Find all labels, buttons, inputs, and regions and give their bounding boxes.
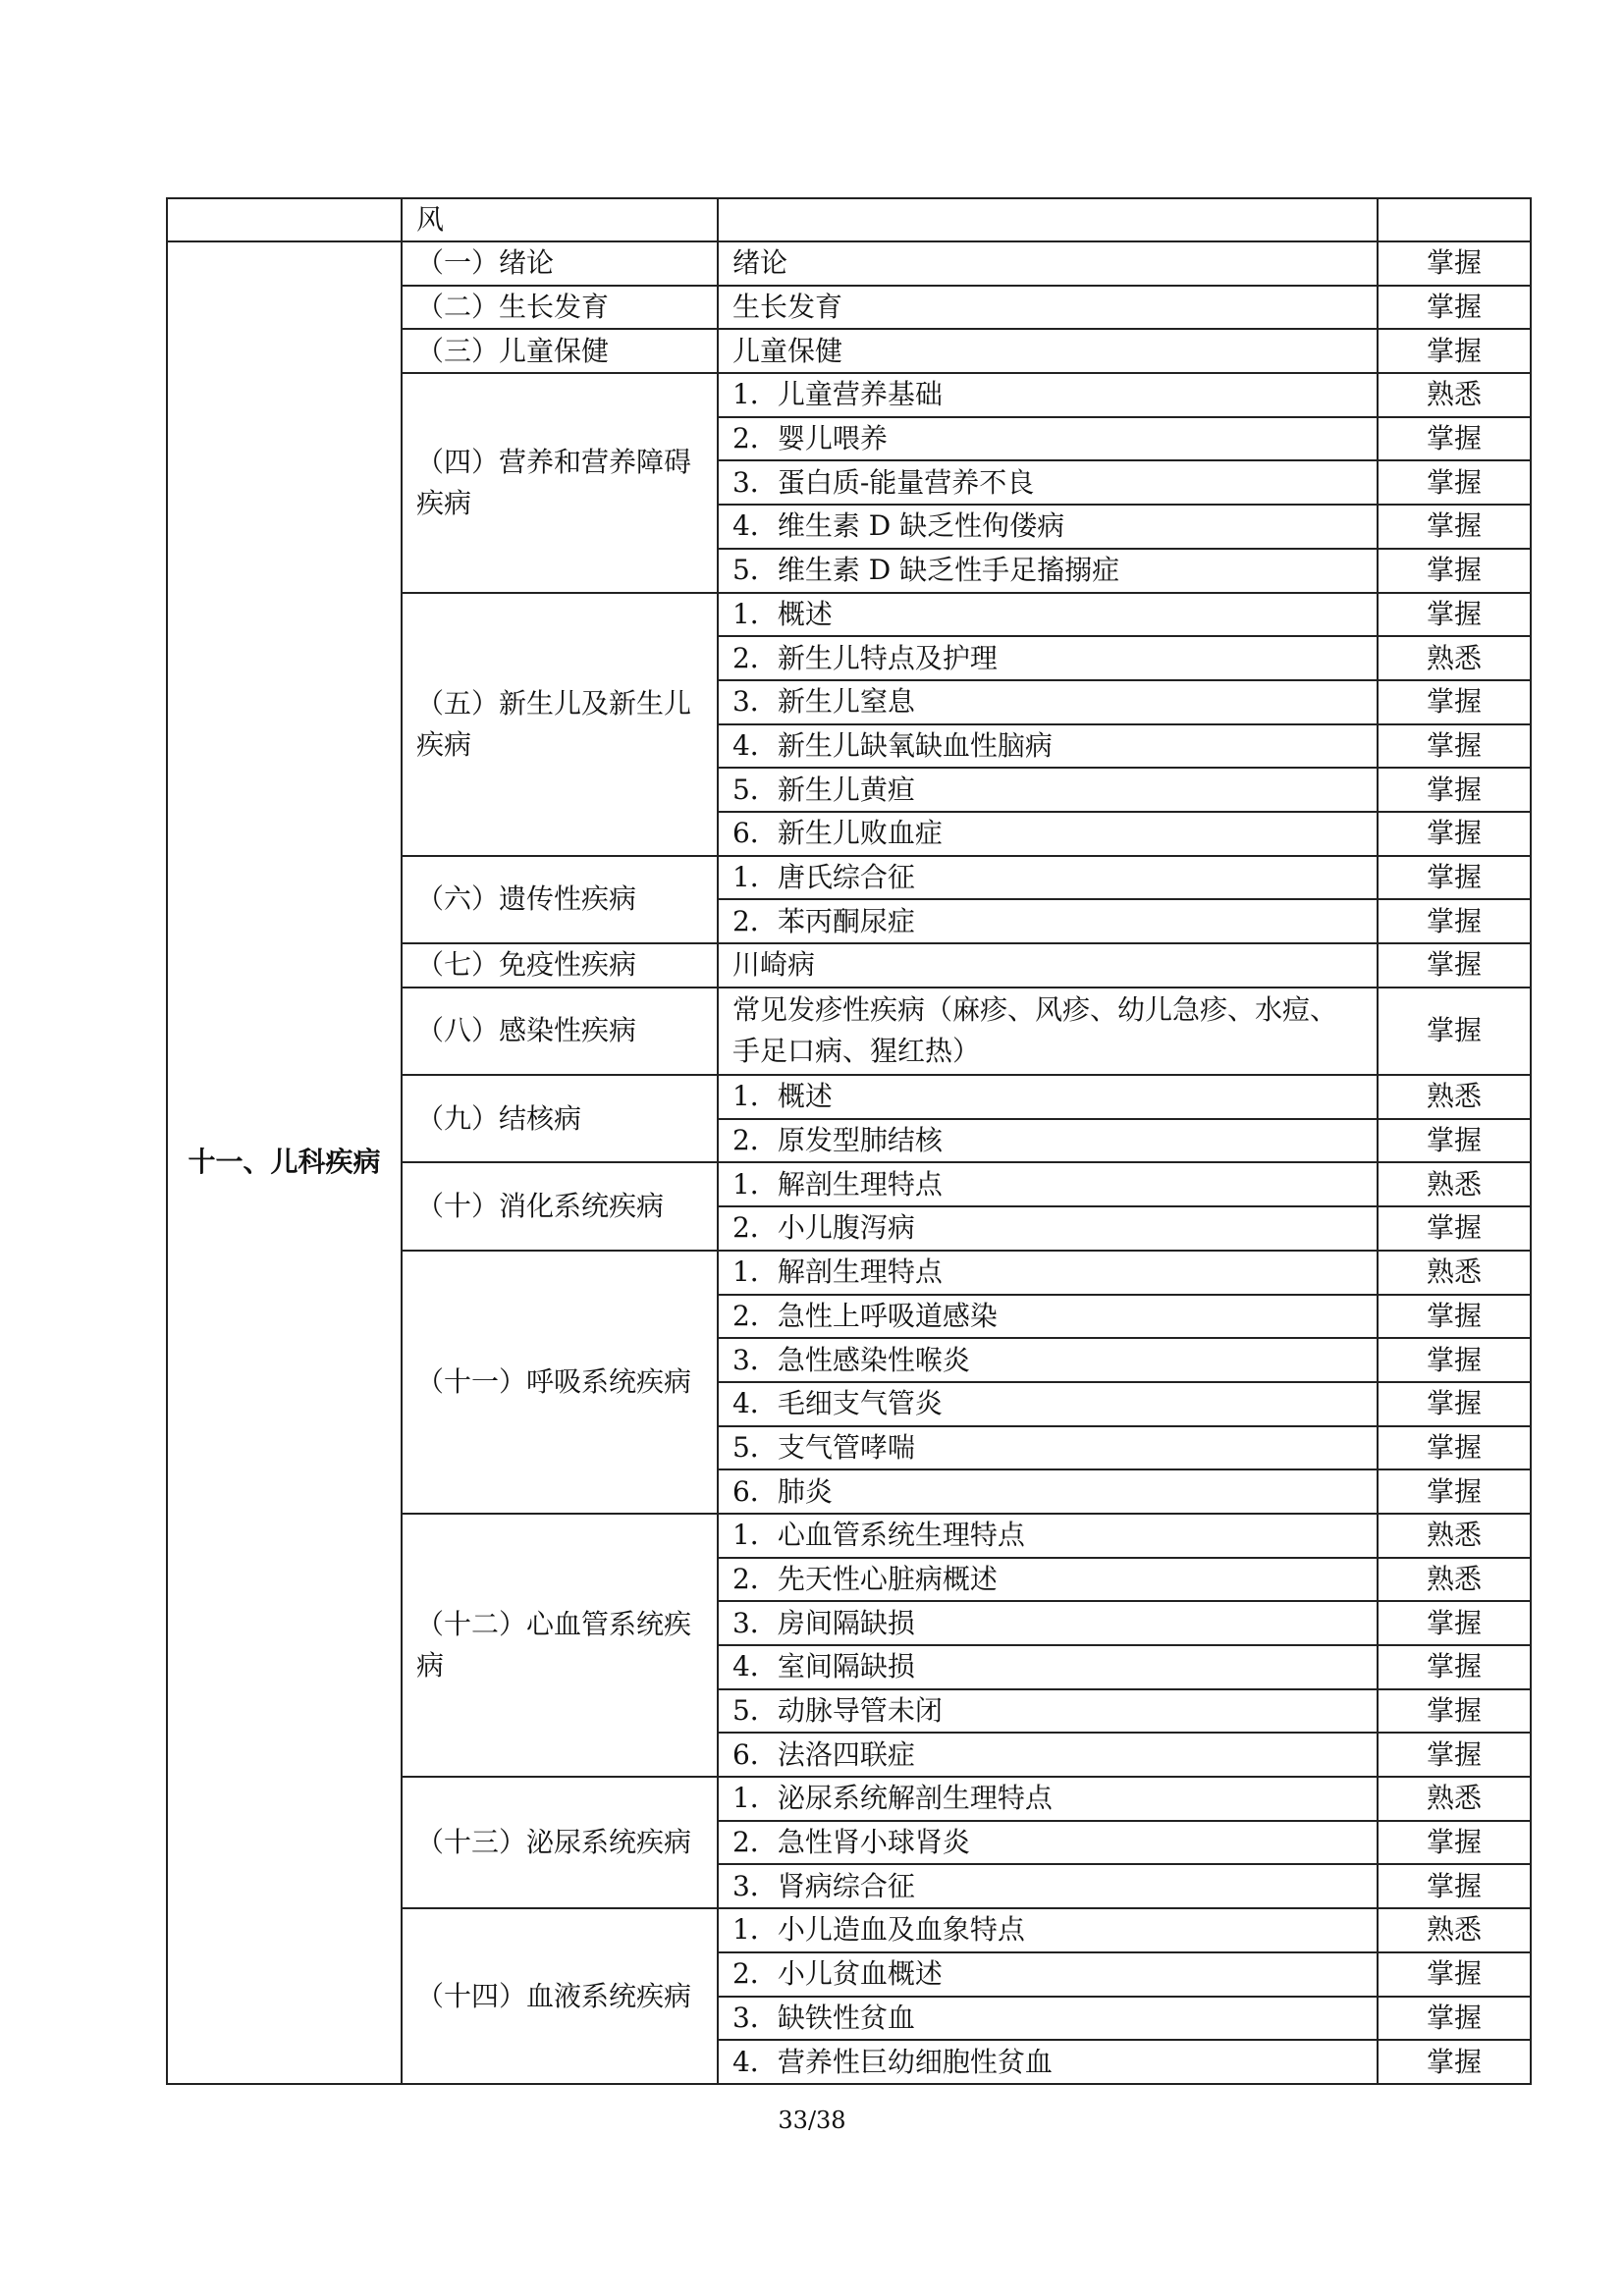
section-title: （三）儿童保健 xyxy=(402,329,718,373)
page-number: 33/38 xyxy=(778,2107,846,2134)
item-text: 2．先天性心脏病概述 xyxy=(718,1558,1378,1602)
mastery-level: 熟悉 xyxy=(1378,1908,1531,1952)
item-text: 2．婴儿喂养 xyxy=(718,417,1378,461)
item-text: 5．动脉导管未闭 xyxy=(718,1689,1378,1734)
section-title: （十三）泌尿系统疾病 xyxy=(402,1777,718,1908)
item-text: 3．新生儿窒息 xyxy=(718,680,1378,724)
item-text: 4．毛细支气管炎 xyxy=(718,1382,1378,1426)
mastery-level: 掌握 xyxy=(1378,505,1531,549)
table-row xyxy=(167,241,1531,286)
item-cell xyxy=(718,198,1378,241)
mastery-level: 掌握 xyxy=(1378,593,1531,637)
mastery-level: 熟悉 xyxy=(1378,1777,1531,1821)
item-text: 1．儿童营养基础 xyxy=(718,373,1378,417)
mastery-level: 掌握 xyxy=(1378,1469,1531,1514)
section-cell: 风 xyxy=(402,198,718,241)
item-text: 5．维生素 D 缺乏性手足搐搦症 xyxy=(718,549,1378,593)
item-text: 3．蛋白质-能量营养不良 xyxy=(718,460,1378,505)
item-text: 4．维生素 D 缺乏性佝偻病 xyxy=(718,505,1378,549)
item-text: 1．心血管系统生理特点 xyxy=(718,1514,1378,1558)
mastery-level: 掌握 xyxy=(1378,460,1531,505)
item-text: 3．急性感染性喉炎 xyxy=(718,1338,1378,1382)
item-text: 1．解剖生理特点 xyxy=(718,1162,1378,1206)
mastery-level: 掌握 xyxy=(1378,1821,1531,1865)
mastery-level: 掌握 xyxy=(1378,1997,1531,2041)
syllabus-table xyxy=(166,197,1532,2085)
mastery-level: 熟悉 xyxy=(1378,1075,1531,1119)
item-text: 3．房间隔缺损 xyxy=(718,1601,1378,1645)
item-text: 5．新生儿黄疸 xyxy=(718,768,1378,812)
mastery-level: 掌握 xyxy=(1378,329,1531,373)
item-text: 1．概述 xyxy=(718,593,1378,637)
mastery-level: 掌握 xyxy=(1378,1206,1531,1251)
section-title: （七）免疫性疾病 xyxy=(402,943,718,988)
mastery-level: 掌握 xyxy=(1378,1338,1531,1382)
section-title: （十）消化系统疾病 xyxy=(402,1162,718,1250)
mastery-level: 掌握 xyxy=(1378,549,1531,593)
item-text: 3．缺铁性贫血 xyxy=(718,1997,1378,2041)
mastery-level: 掌握 xyxy=(1378,1952,1531,1997)
mastery-level: 掌握 xyxy=(1378,286,1531,330)
section-title: （八）感染性疾病 xyxy=(402,988,718,1075)
mastery-level: 熟悉 xyxy=(1378,373,1531,417)
section-title: （二）生长发育 xyxy=(402,286,718,330)
mastery-level: 掌握 xyxy=(1378,724,1531,769)
item-text: 2．新生儿特点及护理 xyxy=(718,636,1378,680)
mastery-level: 熟悉 xyxy=(1378,1162,1531,1206)
mastery-level: 掌握 xyxy=(1378,988,1531,1075)
mastery-level: 掌握 xyxy=(1378,2040,1531,2084)
mastery-level: 掌握 xyxy=(1378,1119,1531,1163)
section-title: （十二）心血管系统疾病 xyxy=(402,1514,718,1777)
item-text: 绪论 xyxy=(718,241,1378,286)
mastery-level: 掌握 xyxy=(1378,417,1531,461)
chapter-title: 十一、儿科疾病 xyxy=(167,241,402,2084)
mastery-level: 掌握 xyxy=(1378,1733,1531,1777)
continuation-row xyxy=(167,198,1531,241)
mastery-level: 掌握 xyxy=(1378,943,1531,988)
item-text: 6．肺炎 xyxy=(718,1469,1378,1514)
mastery-level: 掌握 xyxy=(1378,856,1531,900)
mastery-level: 掌握 xyxy=(1378,1864,1531,1908)
mastery-level: 掌握 xyxy=(1378,1689,1531,1734)
item-text: 4．室间隔缺损 xyxy=(718,1645,1378,1689)
item-text: 1．泌尿系统解剖生理特点 xyxy=(718,1777,1378,1821)
mastery-level: 熟悉 xyxy=(1378,1251,1531,1295)
mastery-level: 掌握 xyxy=(1378,899,1531,943)
mastery-level: 掌握 xyxy=(1378,241,1531,286)
mastery-level: 熟悉 xyxy=(1378,1514,1531,1558)
item-text: 5．支气管哮喘 xyxy=(718,1426,1378,1470)
item-text: 1．唐氏综合征 xyxy=(718,856,1378,900)
mastery-level: 掌握 xyxy=(1378,1601,1531,1645)
mastery-level: 熟悉 xyxy=(1378,636,1531,680)
item-text: 1．解剖生理特点 xyxy=(718,1251,1378,1295)
item-text: 2．急性肾小球肾炎 xyxy=(718,1821,1378,1865)
section-title: （十四）血液系统疾病 xyxy=(402,1908,718,2084)
section-title: （九）结核病 xyxy=(402,1075,718,1162)
item-text: 4．营养性巨幼细胞性贫血 xyxy=(718,2040,1378,2084)
mastery-level: 掌握 xyxy=(1378,1382,1531,1426)
item-text: 常见发疹性疾病（麻疹、风疹、幼儿急疹、水痘、手足口病、猩红热） xyxy=(718,988,1378,1075)
item-text: 2．小儿腹泻病 xyxy=(718,1206,1378,1251)
section-title: （六）遗传性疾病 xyxy=(402,856,718,943)
mastery-level: 掌握 xyxy=(1378,680,1531,724)
chapter-cell-empty xyxy=(167,198,402,241)
level-cell xyxy=(1378,198,1531,241)
section-title: （十一）呼吸系统疾病 xyxy=(402,1251,718,1514)
section-title: （一）绪论 xyxy=(402,241,718,286)
item-text: 儿童保健 xyxy=(718,329,1378,373)
item-text: 川崎病 xyxy=(718,943,1378,988)
item-text: 6．法洛四联症 xyxy=(718,1733,1378,1777)
item-text: 2．原发型肺结核 xyxy=(718,1119,1378,1163)
item-text: 4．新生儿缺氧缺血性脑病 xyxy=(718,724,1378,769)
mastery-level: 掌握 xyxy=(1378,1426,1531,1470)
mastery-level: 掌握 xyxy=(1378,1295,1531,1339)
mastery-level: 掌握 xyxy=(1378,768,1531,812)
item-text: 6．新生儿败血症 xyxy=(718,812,1378,856)
item-text: 2．急性上呼吸道感染 xyxy=(718,1295,1378,1339)
item-text: 1．概述 xyxy=(718,1075,1378,1119)
mastery-level: 掌握 xyxy=(1378,1645,1531,1689)
item-text: 3．肾病综合征 xyxy=(718,1864,1378,1908)
section-title: （四）营养和营养障碍疾病 xyxy=(402,373,718,592)
section-title: （五）新生儿及新生儿疾病 xyxy=(402,593,718,856)
item-text: 1．小儿造血及血象特点 xyxy=(718,1908,1378,1952)
item-text: 2．苯丙酮尿症 xyxy=(718,899,1378,943)
mastery-level: 掌握 xyxy=(1378,812,1531,856)
item-text: 生长发育 xyxy=(718,286,1378,330)
item-text: 2．小儿贫血概述 xyxy=(718,1952,1378,1997)
mastery-level: 熟悉 xyxy=(1378,1558,1531,1602)
